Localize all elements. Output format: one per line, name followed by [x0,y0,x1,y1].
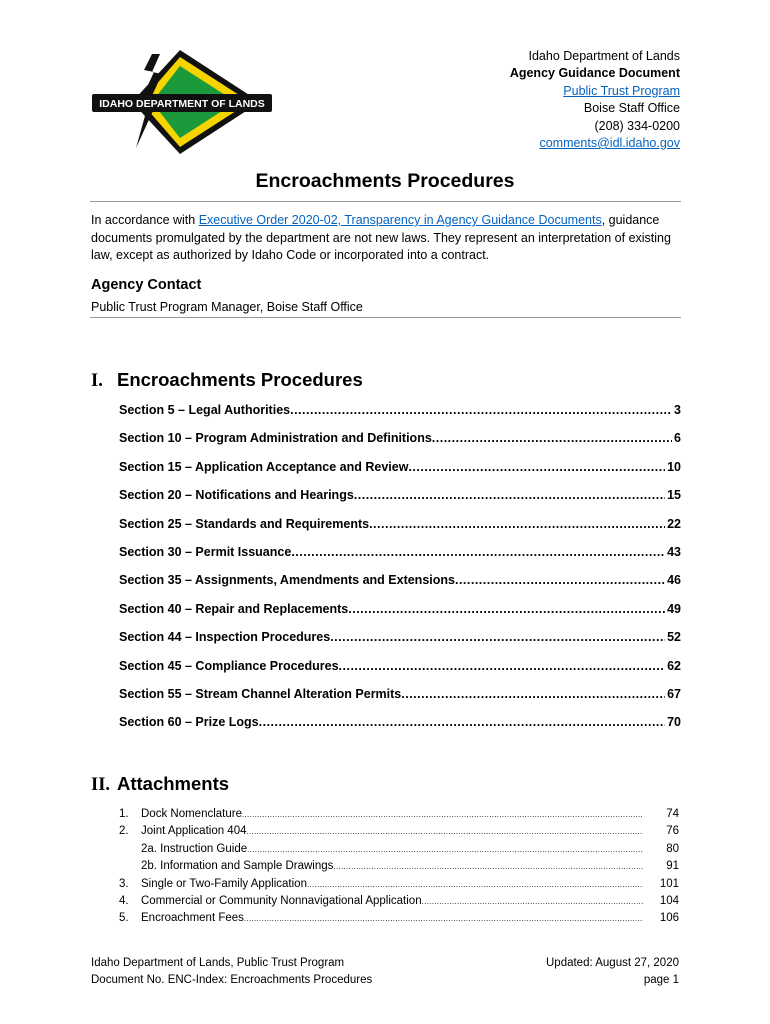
attachment-title: Encroachment Fees [141,912,244,925]
toc-entry-page: 49 [667,601,681,616]
attachment-page: 91 [666,860,679,873]
attachment-leader [333,862,643,871]
attachment-page: 106 [659,912,679,925]
toc-entry[interactable] [119,630,681,658]
attachment-entry[interactable] [119,843,679,860]
toc-entry[interactable] [119,431,681,459]
header-doc-type: Agency Guidance Document [509,66,680,81]
toc-entry[interactable] [119,460,681,488]
toc-entry[interactable] [119,602,681,630]
toc-entry-title: Section 55 – Stream Channel Alteration Permits [119,686,402,701]
toc-entry-page: 52 [667,630,681,645]
toc-entry-title: Section 44 – Inspection Procedures [119,630,331,645]
attachment-number: 1. [119,808,129,820]
section-1-heading [91,369,363,392]
toc-entry-page: 10 [667,459,681,474]
attachment-leader [247,845,643,854]
attachment-title: Dock Nomenclature [141,808,242,820]
toc-entry-title: Section 60 – Prize Logs [119,715,259,730]
toc-entry-title: Section 5 – Legal Authorities [119,403,291,417]
logo-text: IDAHO DEPARTMENT OF LANDS [99,98,265,110]
attachment-title: Single or Two-Family Application [141,877,307,890]
attachment-leader [244,914,643,923]
toc-entry-title: Section 10 – Program Administration and Definitions [119,431,432,446]
toc-entry-title: Section 35 – Assignments, Amendments and Extensions [119,573,455,588]
idl-logo-graphic [92,48,272,156]
attachment-entry[interactable] [119,808,679,825]
footer-doc-number: Document No. ENC-Index: Encroachments Procedures [91,974,373,986]
toc-leader [290,403,672,417]
attachment-leader [242,810,643,819]
section-2-number: II. [91,775,111,795]
attachment-title: Joint Application 404 [141,825,247,838]
attachment-entry[interactable] [119,825,679,842]
toc-entry-page: 70 [667,715,681,730]
agency-contact-text: Public Trust Program Manager, Boise Staff Office [91,300,363,314]
attachment-page: 76 [666,825,679,838]
toc-leader [432,431,672,445]
toc-entry-page: 46 [667,573,681,588]
idl-logo [92,48,272,156]
toc-leader [259,715,665,729]
attachment-entry[interactable] [119,895,679,912]
toc-entry-page: 15 [667,488,681,503]
toc-entry[interactable] [119,573,681,601]
footer-program: Idaho Department of Lands, Public Trust Program [91,957,345,969]
toc-entry-title: Section 15 – Application Acceptance and Review [119,459,409,474]
toc-entry-page: 43 [667,544,681,559]
toc-leader [348,602,665,616]
attachment-title: 2a. Instruction Guide [141,842,248,855]
document-header [510,48,680,152]
attachment-page: 101 [659,877,679,890]
agency-contact-heading: Agency Contact [91,277,202,293]
intro-text-after: , guidance documents promulgated by the department are not new laws. They represent an interpretation of existing law, except as authorized by Idaho Code or incorporated into a contract. [91,213,671,263]
attachment-entry[interactable] [119,860,679,877]
toc-leader [369,517,665,531]
toc-entry-page: 3 [674,403,681,417]
attachment-leader [422,897,643,906]
toc-entry[interactable] [119,659,681,687]
section-2-heading [91,773,229,796]
toc-leader [455,573,665,587]
toc-entry-page: 22 [667,516,681,531]
toc-entry-title: Section 30 – Permit Issuance [119,544,292,559]
attachment-title: Commercial or Community Nonnavigational Application [141,894,422,907]
toc-entry-title: Section 25 – Standards and Requirements [119,516,370,531]
section-2-title: Attachments [117,773,230,794]
attachment-entry[interactable] [119,912,679,929]
section-1-number: I. [91,371,103,391]
toc-leader [339,659,666,673]
toc-list [119,403,681,744]
section-1-title: Encroachments Procedures [117,369,363,390]
toc-entry[interactable] [119,517,681,545]
intro-text-before: In accordance with [91,213,199,227]
attachment-number: 2. [119,825,129,838]
page-title: Encroachments Procedures [255,170,515,192]
footer-left [91,955,372,989]
toc-entry[interactable] [119,488,681,516]
attachment-page: 104 [659,894,679,907]
header-phone: (208) 334-0200 [594,118,680,133]
toc-entry-title: Section 40 – Repair and Replacements [119,601,349,616]
attachment-leader [307,880,643,889]
toc-leader [408,460,665,474]
attachment-leader [247,827,644,836]
toc-entry[interactable] [119,715,681,743]
executive-order-link[interactable]: Executive Order 2020-02, Transparency in Agency Guidance Documents [198,213,602,227]
footer-page-number: page 1 [643,974,679,986]
toc-entry-title: Section 20 – Notifications and Hearings [119,488,354,503]
toc-leader [291,545,665,559]
attachment-entry[interactable] [119,878,679,895]
header-agency: Idaho Department of Lands [528,49,680,63]
attachment-number: 5. [119,912,129,925]
attachment-page: 80 [666,842,679,855]
toc-entry-page: 62 [667,658,681,673]
footer-updated: Updated: August 27, 2020 [546,957,679,969]
header-email-link[interactable]: comments@idl.idaho.gov [539,136,680,151]
contact-divider [90,317,681,318]
toc-entry[interactable] [119,403,681,431]
intro-paragraph [91,212,681,265]
header-office: Boise Staff Office [583,101,680,116]
toc-leader [330,630,665,644]
attachment-title: 2b. Information and Sample Drawings [141,860,334,873]
attachment-page: 74 [666,808,679,820]
attachment-number: 3. [119,877,129,890]
toc-leader [401,687,665,701]
toc-leader [354,488,665,502]
attachments-list [119,808,679,930]
header-program-link[interactable]: Public Trust Program [563,83,680,98]
toc-entry[interactable] [119,545,681,573]
footer-right [546,955,679,989]
attachment-number: 4. [119,894,129,907]
toc-entry-title: Section 45 – Compliance Procedures [119,658,339,673]
toc-entry-page: 67 [667,686,681,701]
toc-entry-page: 6 [674,431,681,446]
title-divider [90,201,681,202]
toc-entry[interactable] [119,687,681,715]
